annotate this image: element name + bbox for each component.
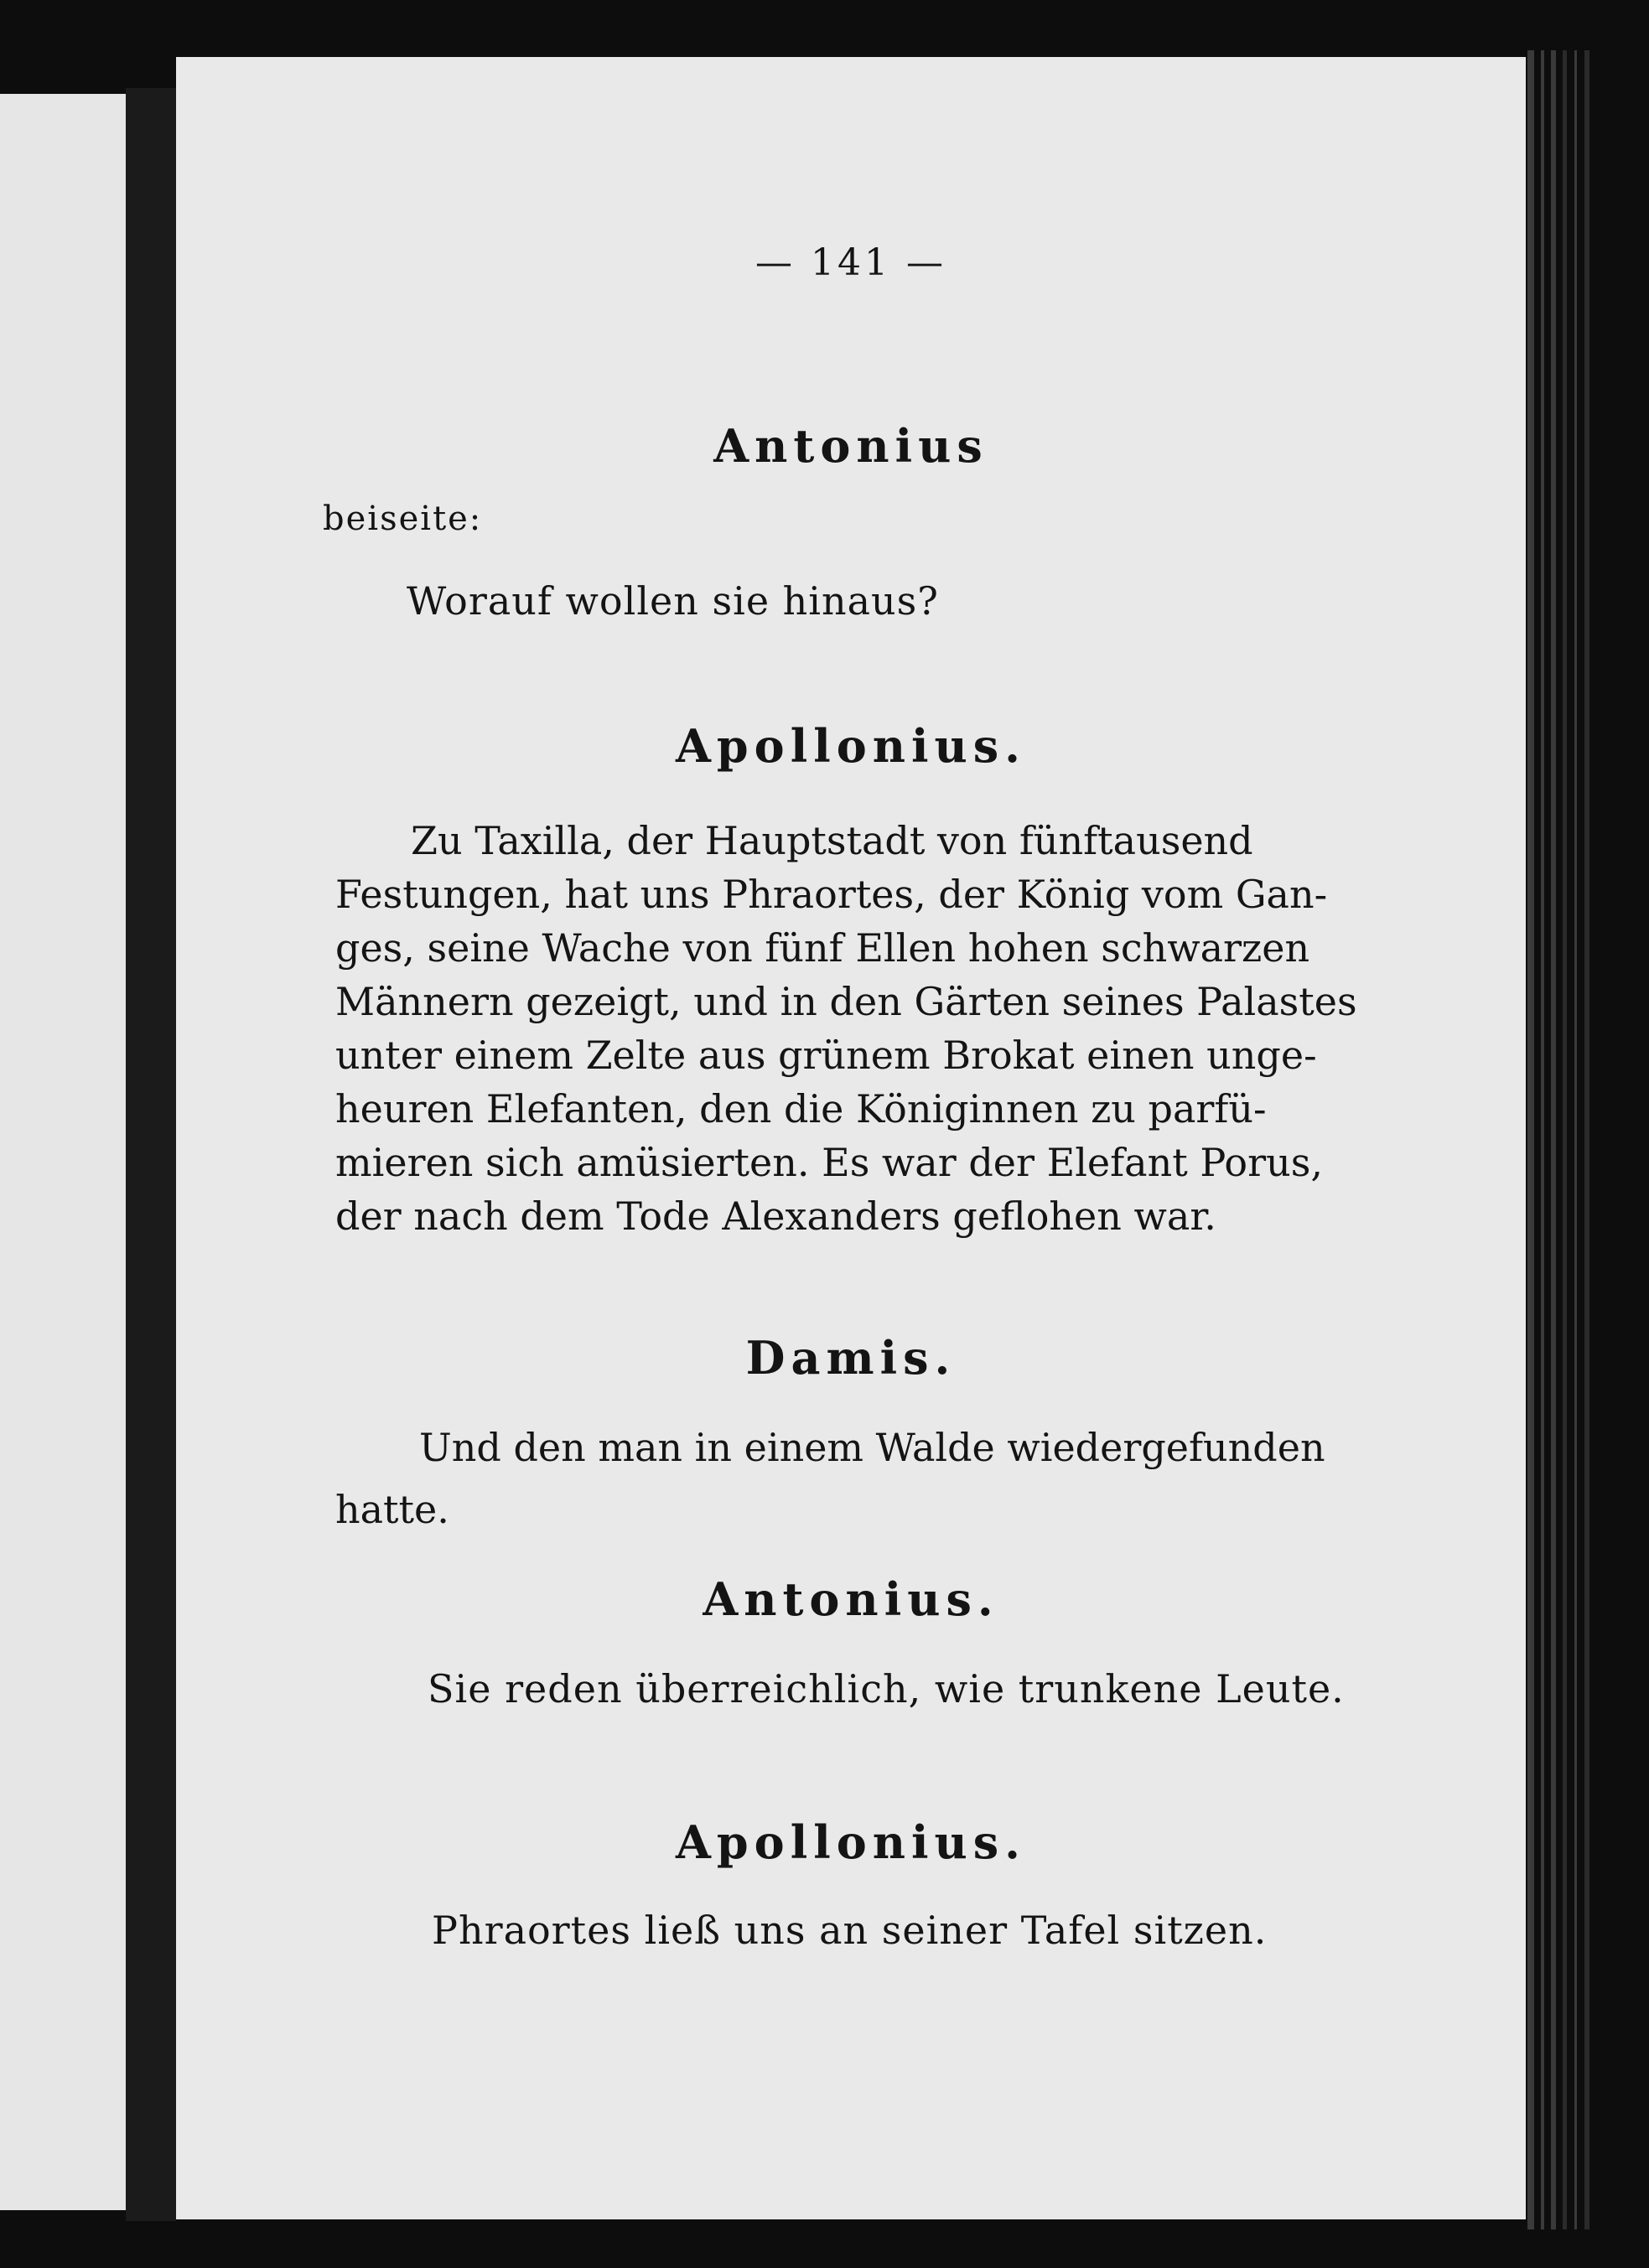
page-edge-strip — [1563, 50, 1567, 2229]
paragraph-line: heuren Elefanten, den die Königinnen zu parfü- — [335, 1086, 1267, 1131]
paragraph-line: hatte. — [335, 1487, 449, 1532]
paragraph-line: Festungen, hat uns Phraortes, der König vom Gan- — [335, 872, 1328, 917]
speaker-damis: Damis. — [745, 1331, 957, 1385]
speech-line: Phraortes ließ uns an seiner Tafel sitzen. — [432, 1908, 1268, 1953]
page-edge-strip — [1574, 50, 1577, 2229]
paragraph-line: ges, seine Wache von fünf Ellen hohen schwarzen — [335, 925, 1310, 971]
page-edge-strip — [1584, 50, 1589, 2229]
paragraph-line: der nach dem Tode Alexanders geflohen war. — [335, 1194, 1216, 1239]
speech-line: Sie reden überreichlich, wie trunkene Leute. — [428, 1666, 1345, 1711]
page-edge-strip — [1541, 50, 1544, 2229]
paragraph-line: mieren sich amüsierten. Es war der Elefant Porus, — [335, 1140, 1323, 1185]
speaker-antonius-1: Antonius — [713, 419, 988, 473]
speaker-antonius-2: Antonius. — [703, 1572, 999, 1626]
speaker-apollonius-1: Apollonius. — [676, 719, 1026, 773]
left-page-edge — [0, 94, 126, 2210]
page-number: — 141 — — [755, 241, 946, 284]
page-edge-strip — [1551, 50, 1556, 2229]
page-edge-strip — [1527, 50, 1534, 2229]
book-page — [176, 57, 1526, 2219]
paragraph-line: Zu Taxilla, der Hauptstadt von fünftausend — [411, 818, 1253, 863]
paragraph-line: Und den man in einem Walde wiedergefunden — [419, 1425, 1325, 1470]
speech-line: Worauf wollen sie hinaus? — [407, 578, 939, 624]
book-spine — [126, 88, 176, 2221]
stage-direction: beiseite: — [323, 500, 483, 538]
speaker-apollonius-2: Apollonius. — [676, 1815, 1026, 1869]
paragraph-line: unter einem Zelte aus grünem Brokat einen unge- — [335, 1033, 1317, 1078]
paragraph-line: Männern gezeigt, und in den Gärten seines Palastes — [335, 979, 1357, 1024]
